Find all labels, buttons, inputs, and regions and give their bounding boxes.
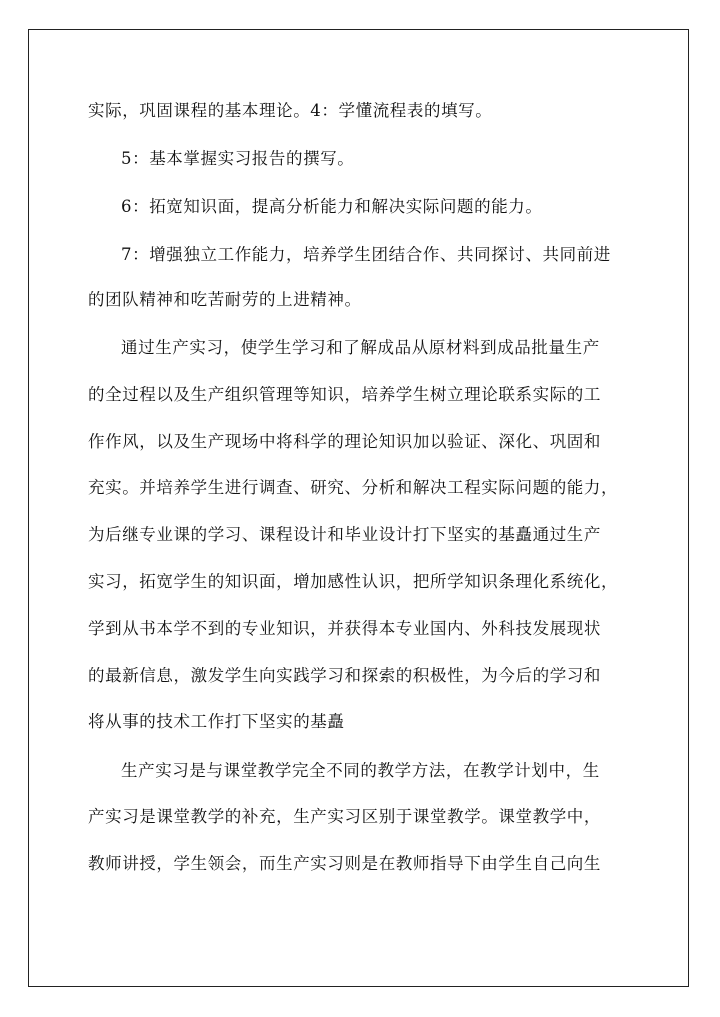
- paragraph-line: 5：基本掌握实习报告的撰写。: [121, 149, 355, 168]
- paragraph-line: 的最新信息，激发学生向实践学习和探索的积极性，为今后的学习和: [88, 666, 601, 685]
- paragraph-line: 的团队精神和吃苦耐劳的上进精神。: [88, 290, 362, 309]
- paragraph-line: 产实习是课堂教学的补充，生产实习区别于课堂教学。课堂教学中，: [88, 807, 601, 826]
- paragraph-line: 充实。并培养学生进行调查、研究、分析和解决工程实际问题的能力，: [88, 478, 619, 497]
- paragraph-line: 实际，巩固课程的基本理论。4：学懂流程表的填写。: [88, 101, 493, 120]
- paragraph-line: 将从事的技术工作打下坚实的基矗: [88, 712, 345, 731]
- paragraph-line: 的全过程以及生产组织管理等知识，培养学生树立理论联系实际的工: [88, 385, 601, 404]
- paragraph-line: 作作风，以及生产现场中将科学的理论知识加以验证、深化、巩固和: [88, 432, 601, 451]
- paragraph-line: 教师讲授，学生领会，而生产实习则是在教师指导下由学生自己向生: [88, 854, 601, 873]
- paragraph-line: 为后继专业课的学习、课程设计和毕业设计打下坚实的基矗通过生产: [88, 525, 601, 544]
- paragraph-line: 学到从书本学不到的专业知识，并获得本专业国内、外科技发展现状: [88, 619, 601, 638]
- paragraph-line: 7：增强独立工作能力，培养学生团结合作、共同探讨、共同前进: [121, 245, 611, 264]
- paragraph-line: 通过生产实习，使学生学习和了解成品从原材料到成品批量生产: [121, 338, 600, 357]
- paragraph-line: 实习，拓宽学生的知识面，增加感性认识，把所学知识条理化系统化，: [88, 572, 619, 591]
- paragraph-line: 6：拓宽知识面，提高分析能力和解决实际问题的能力。: [121, 197, 543, 216]
- page-border: [28, 29, 689, 987]
- paragraph-line: 生产实习是与课堂教学完全不同的教学方法，在教学计划中，生: [121, 761, 600, 780]
